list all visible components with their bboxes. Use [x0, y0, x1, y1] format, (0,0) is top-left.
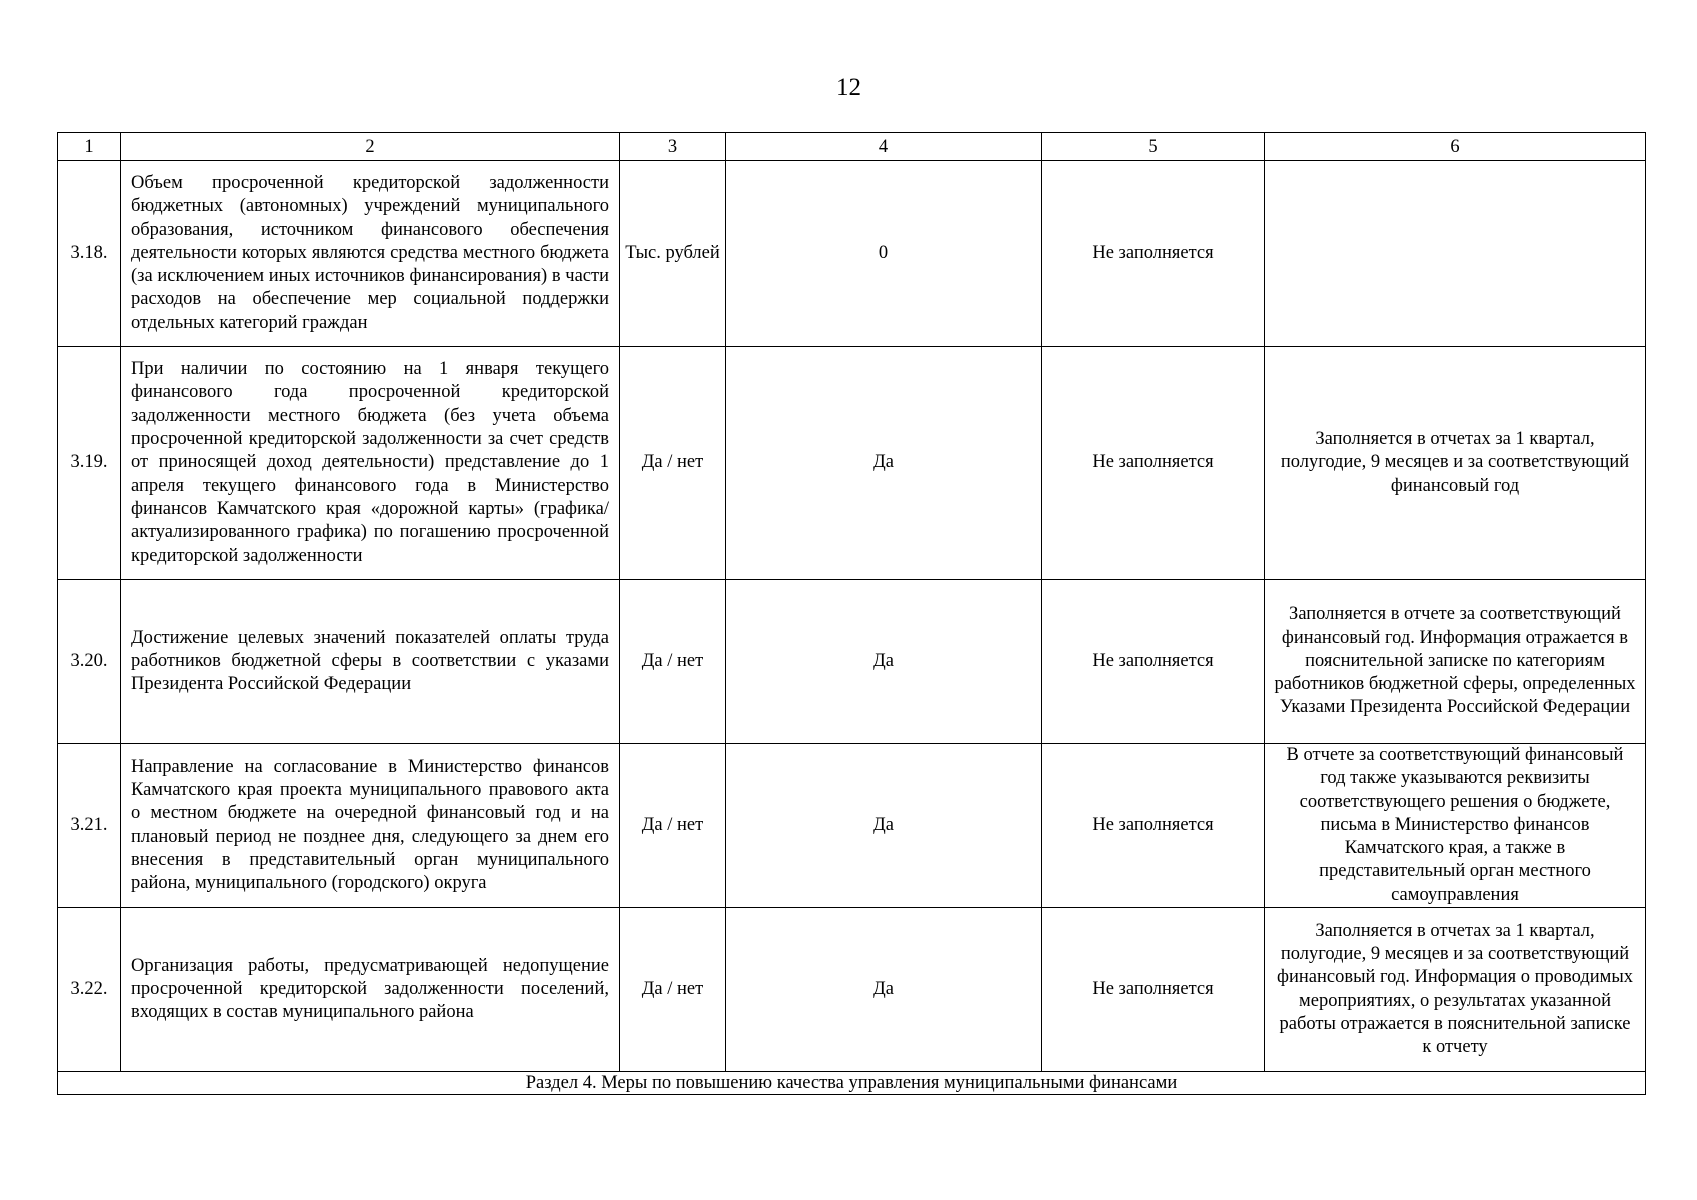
table-row: [58, 744, 1646, 908]
section-title: Раздел 4. Меры по повышению качества управления муниципальными финансами: [58, 1072, 1646, 1095]
note-cell: В отчете за соответствующий финансовый год также указываются реквизиты соответствующего решения о бюджете, письма в Министерство финансов Камчатского края, а также в представительный орган местного самоуправления: [1265, 744, 1646, 908]
column-number-row: [58, 133, 1646, 161]
row-number: 3.22.: [58, 908, 121, 1072]
column-header: 3: [620, 133, 726, 161]
page-number: 12: [836, 74, 861, 101]
indicator-name: Достижение целевых значений показателей оплаты труда работников бюджетной сферы в соответствии с указами Президента Российской Федерации: [121, 580, 620, 744]
table-row: [58, 580, 1646, 744]
indicator-name: Организация работы, предусматривающей недопущение просроченной кредиторской задолженности поселений, входящих в состав муниципального района: [121, 908, 620, 1072]
value-cell: Да: [726, 580, 1042, 744]
status-cell: Не заполняется: [1042, 908, 1265, 1072]
value-cell: Да: [726, 908, 1042, 1072]
status-cell: Не заполняется: [1042, 580, 1265, 744]
status-cell: Не заполняется: [1042, 347, 1265, 580]
column-header: 6: [1265, 133, 1646, 161]
row-number: 3.19.: [58, 347, 121, 580]
table-row: [58, 347, 1646, 580]
indicator-name: Направление на согласование в Министерство финансов Камчатского края проекта муниципального правового акта о местном бюджете на очередной финансовый год и на плановый период не позднее дня, следующего за днем его внесения в представительный орган муниципального района, муниципального (городского) округа: [121, 744, 620, 908]
value-cell: Да: [726, 347, 1042, 580]
note-cell: Заполняется в отчете за соответствующий финансовый год. Информация отражается в пояснительной записке по категориям работников бюджетной сферы, определенных Указами Президента Российской Федерации: [1265, 580, 1646, 744]
unit-cell: Да / нет: [620, 908, 726, 1072]
column-header: 2: [121, 133, 620, 161]
section-title-row: [58, 1072, 1646, 1095]
row-number: 3.21.: [58, 744, 121, 908]
status-cell: Не заполняется: [1042, 161, 1265, 347]
column-header: 5: [1042, 133, 1265, 161]
unit-cell: Да / нет: [620, 580, 726, 744]
value-cell: Да: [726, 744, 1042, 908]
value-cell: 0: [726, 161, 1042, 347]
indicator-name: При наличии по состоянию на 1 января текущего финансового года просроченной кредиторской задолженности местного бюджета (без учета объема просроченной кредиторской задолженности за счет средств от приносящей доход деятельности) представление до 1 апреля текущего финансового года в Министерство финансов Камчатского края «дорожной карты» (графика/актуализированного графика) по погашению просроченной кредиторской задолженности: [121, 347, 620, 580]
unit-cell: Да / нет: [620, 744, 726, 908]
note-cell: Заполняется в отчетах за 1 квартал, полугодие, 9 месяцев и за соответствующий финансовый год. Информация о проводимых мероприятиях, о результатах указанной работы отражается в пояснительной записке к отчету: [1265, 908, 1646, 1072]
status-cell: Не заполняется: [1042, 744, 1265, 908]
unit-cell: Да / нет: [620, 347, 726, 580]
report-table: [57, 132, 1646, 1095]
column-header: 1: [58, 133, 121, 161]
indicator-name: Объем просроченной кредиторской задолженности бюджетных (автономных) учреждений муниципального образования, источником финансового обеспечения деятельности которых являются средства местного бюджета (за исключением иных источников финансирования) в части расходов на обеспечение мер социальной поддержки отдельных категорий граждан: [121, 161, 620, 347]
note-cell: Заполняется в отчетах за 1 квартал, полугодие, 9 месяцев и за соответствующий финансовый год: [1265, 347, 1646, 580]
table-row: [58, 908, 1646, 1072]
row-number: 3.20.: [58, 580, 121, 744]
row-number: 3.18.: [58, 161, 121, 347]
unit-cell: Тыс. рублей: [620, 161, 726, 347]
table-row: [58, 161, 1646, 347]
note-cell: [1265, 161, 1646, 347]
column-header: 4: [726, 133, 1042, 161]
